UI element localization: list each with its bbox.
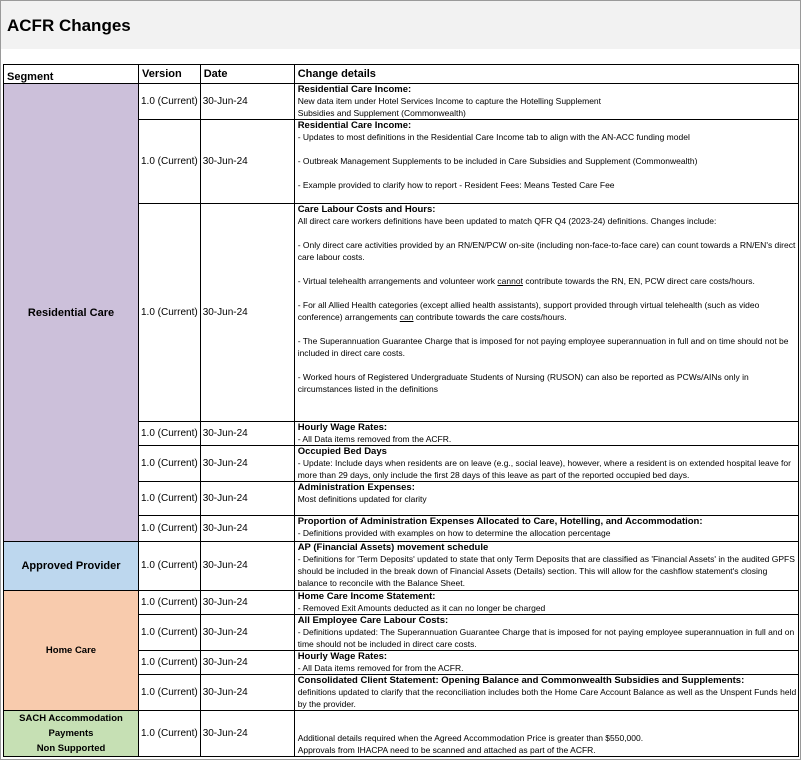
detail-line: definitions updated to clarify that the reconciliation includes both the Home Care Account Balance as well as the Unspent Funds held by the provider. [297, 687, 797, 709]
date-cell: 30-Jun-24 [200, 422, 294, 446]
segment-sach [4, 711, 139, 757]
version-cell: 1.0 (Current) [139, 204, 201, 422]
details-cell [294, 422, 798, 446]
version-cell: 1.0 (Current) [139, 542, 201, 591]
detail-line: New data item under Hotel Services Income to capture the Hotelling Supplement [297, 96, 602, 106]
version-cell: 1.0 (Current) [139, 120, 201, 204]
segment-approved-provider: Approved Provider [4, 542, 139, 591]
detail-heading: Care Labour Costs and Hours: [297, 204, 436, 215]
details-cell [294, 120, 798, 204]
header-details: Change details [294, 65, 798, 84]
details-cell [294, 675, 798, 711]
details-cell [294, 84, 798, 120]
version-cell: 1.0 (Current) [139, 675, 201, 711]
header-version: Version [139, 65, 201, 84]
detail-line: Additional details required when the Agreed Accommodation Price is greater than $550,000. [297, 733, 644, 743]
detail-line: Approvals from IHACPA need to be scanned and attached as part of the ACFR. [297, 745, 596, 755]
version-cell: 1.0 (Current) [139, 422, 201, 446]
detail-line: - Definitions updated: The Superannuation Guarantee Charge that is imposed for not paying employee superannuation in full and on time should not be included in direct care costs. [297, 627, 795, 649]
detail-heading: All Employee Care Labour Costs: [297, 615, 449, 626]
spacer-row [1, 49, 800, 64]
details-cell [294, 482, 798, 516]
version-cell: 1.0 (Current) [139, 446, 201, 482]
page-title: ACFR Changes [7, 16, 131, 35]
detail-line: - Update: Include days when residents are on leave (e.g., social leave), however, where a resident is on extended hospital leave for more than 29 days, only include the first 28 days of this leave as part of the reported occupied bed days. [297, 458, 791, 480]
detail-line: Subsidies and Supplement (Commonwealth) [297, 108, 466, 118]
date-cell: 30-Jun-24 [200, 542, 294, 591]
table-row [4, 84, 799, 120]
header-segment: Segment [4, 65, 139, 84]
table-row [4, 542, 799, 591]
detail-line: - All Data items removed from the ACFR. [297, 434, 452, 444]
table-row [4, 591, 799, 615]
detail-heading: Consolidated Client Statement: Opening Balance and Commonwealth Subsidies and Supplements: [297, 675, 745, 686]
detail-line: - Removed Exit Amounts deducted as it can no longer be charged [297, 603, 546, 613]
changes-table [3, 64, 799, 757]
version-cell: 1.0 (Current) [139, 516, 201, 542]
version-cell: 1.0 (Current) [139, 615, 201, 651]
segment-home-care: Home Care [4, 591, 139, 711]
date-cell: 30-Jun-24 [200, 516, 294, 542]
details-cell [294, 516, 798, 542]
segment-sach-line: Payments [48, 728, 94, 739]
detail-line: - Outbreak Management Supplements to be included in Care Subsidies and Supplement (Commonwealth) [297, 156, 698, 166]
date-cell: 30-Jun-24 [200, 446, 294, 482]
version-cell: 1.0 (Current) [139, 482, 201, 516]
detail-line: - Only direct care activities provided by an RN/EN/PCW on-site (including non-face-to-face care) can count towards a RN/EN's direct care labour costs. [297, 240, 796, 262]
detail-heading: Hourly Wage Rates: [297, 422, 388, 433]
date-cell: 30-Jun-24 [200, 204, 294, 422]
detail-line: - For all Allied Health categories (except allied health assistants), support provided through virtual telehealth (such as video conference) arrangements can contribute towards the care costs/hours. [297, 300, 760, 322]
details-cell [294, 204, 798, 422]
date-cell: 30-Jun-24 [200, 84, 294, 120]
title-bar [1, 1, 800, 50]
details-cell [294, 615, 798, 651]
detail-heading: Residential Care Income: [297, 120, 412, 131]
version-cell: 1.0 (Current) [139, 84, 201, 120]
detail-heading: Residential Care Income: [297, 84, 412, 95]
details-cell [294, 542, 798, 591]
details-cell [294, 591, 798, 615]
detail-line: All direct care workers definitions have been updated to match QFR Q4 (2023-24) definitions. Changes include: [297, 216, 717, 226]
detail-line: - Updates to most definitions in the Residential Care Income tab to align with the AN-ACC funding model [297, 132, 690, 142]
detail-line: - Virtual telehealth arrangements and volunteer work cannot contribute towards the RN, EN, PCW direct care costs/hours. [297, 276, 755, 286]
date-cell: 30-Jun-24 [200, 120, 294, 204]
detail-line: - All Data items removed for from the ACFR. [297, 663, 464, 673]
version-cell: 1.0 (Current) [139, 651, 201, 675]
date-cell: 30-Jun-24 [200, 615, 294, 651]
date-cell: 30-Jun-24 [200, 482, 294, 516]
date-cell: 30-Jun-24 [200, 711, 294, 757]
segment-sach-line: SACH Accommodation [19, 713, 123, 724]
date-cell: 30-Jun-24 [200, 651, 294, 675]
detail-line: - Example provided to clarify how to report - Resident Fees: Means Tested Care Fee [297, 180, 615, 190]
segment-residential-care: Residential Care [4, 84, 139, 542]
detail-line: - The Superannuation Guarantee Charge that is imposed for not paying employee superannuation in full and on time should not be included in direct care costs. [297, 336, 789, 358]
segment-sach-line: Non Supported [36, 743, 106, 754]
date-cell: 30-Jun-24 [200, 591, 294, 615]
version-cell: 1.0 (Current) [139, 711, 201, 757]
detail-line: - Worked hours of Registered Undergraduate Students of Nursing (RUSON) can also be reported as PCWs/AINs only in circumstances listed in the definitions [297, 372, 749, 394]
details-cell [294, 446, 798, 482]
detail-heading: AP (Financial Assets) movement schedule [297, 542, 489, 553]
detail-line: - Definitions provided with examples on how to determine the allocation percentage [297, 528, 611, 538]
detail-heading: Hourly Wage Rates: [297, 651, 388, 662]
details-cell [294, 651, 798, 675]
table-row [4, 711, 799, 757]
detail-heading: Home Care Income Statement: [297, 591, 436, 602]
header-row [4, 65, 799, 84]
version-cell: 1.0 (Current) [139, 591, 201, 615]
detail-heading: Administration Expenses: [297, 482, 415, 493]
detail-heading: Occupied Bed Days [297, 446, 387, 457]
detail-line: - Definitions for 'Term Deposits' updated to state that only Term Deposits that are classified as 'Financial Assets' in the audited GPFS should be included in the break down of Financial Assets (Details) section. This will allow for the cashflow statement's closing balance to reconcile with the Balance Sheet. [297, 554, 795, 588]
detail-line: Most definitions updated for clarity [297, 494, 427, 504]
detail-heading: Proportion of Administration Expenses Allocated to Care, Hotelling, and Accommodation: [297, 516, 703, 527]
date-cell: 30-Jun-24 [200, 675, 294, 711]
header-date: Date [200, 65, 294, 84]
details-cell [294, 711, 798, 757]
